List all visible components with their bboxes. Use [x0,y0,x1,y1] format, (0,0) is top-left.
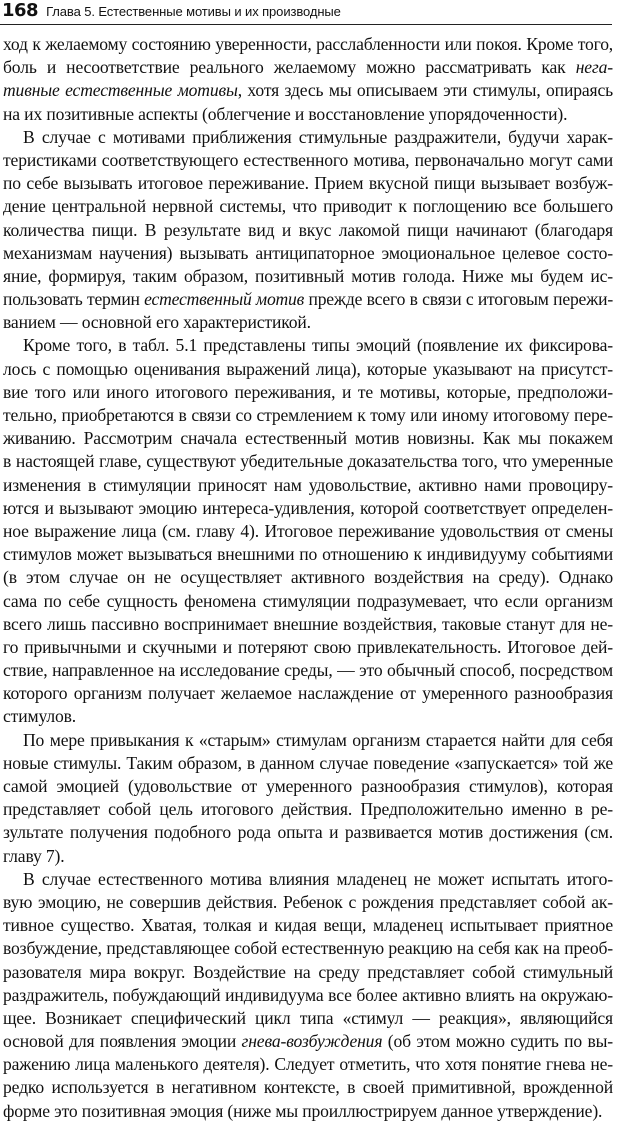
text-segment: го привычными и скучными и потеряют свою привлекательность. Итоговое дей- [3,636,613,657]
text-line [3,265,613,288]
text-line [3,566,613,589]
text-segment: механизмам научения) вызывать антиципаторное эмоциональное целевое состо- [3,242,613,263]
text-segment: вую эмоцию, не совершив действия. Ребенок с рождения представляет собой ак- [3,891,613,912]
text-segment: живанию. Рассмотрим сначала естественный мотив новизны. Как мы покажем [3,428,613,449]
text-segment: яние, формируя, таким образом, позитивный мотив голода. Ниже мы будем ис- [3,265,613,286]
text-line [3,103,613,126]
text-line [3,427,613,450]
text-segment: зультате получения подобного рода опыта и развивается мотив достижения (см. [3,822,613,843]
text-segment: лось с помощью оценивания выражений лица), которые указывают на присутст- [3,358,613,379]
text-segment: основой для появления эмоции [3,1031,242,1052]
text-segment: ное выражение лица (см. главу 4). Итоговое переживание удовольствия от смены [3,520,613,541]
text-segment: Кроме того, в табл. 5.1 представлены типы эмоций (появление их фиксирова- [23,335,613,356]
text-line [3,474,613,497]
text-line [3,821,613,844]
text-segment: ход к желаемому состоянию уверенности, расслабленности или покоя. Кроме того, [3,34,613,54]
text-line [3,497,613,520]
page-number: 168 [2,0,39,21]
text-segment: стимулов может вызываться внешними по отношению к индивидууму событиями [3,544,613,565]
text-line [3,1030,613,1053]
text-segment: стимулов. [3,706,77,727]
italic-text-segment: нега- [575,57,613,78]
text-line [3,1100,613,1123]
text-segment: сама по себе сущность феномена стимуляции подразумевает, что если организм [3,590,613,611]
text-line [3,1053,613,1076]
text-line [3,334,613,357]
text-segment: ванием — основной его характеристикой. [3,312,311,333]
text-line [3,961,613,984]
text-segment: боль и несоответствие реального желаемому можно рассматривать как [3,57,576,78]
text-line [3,543,613,566]
text-segment: В случае естественного мотива влияния младенец не может испытать итого- [23,868,613,889]
text-segment: на их позитивные аспекты (облегчение и восстановление упорядоченности). [3,103,568,124]
text-line [3,752,613,775]
text-line [3,358,613,381]
running-head: Глава 5. Естественные мотивы и их производные [46,4,341,19]
italic-text-segment: гнева-возбуждения [241,1031,383,1052]
text-line [3,242,613,265]
text-segment: пользовать термин [3,289,145,310]
text-line [3,450,613,473]
text-line [3,984,613,1007]
text-line [3,613,613,636]
text-line [3,172,613,195]
text-segment: щее. Возникает специфический цикл типа «стимул — реакция», являющийся [3,1007,613,1028]
text-line [3,56,613,79]
text-segment: ствие, направленное на исследование среды, — это обычный способ, посредством [3,660,613,681]
text-segment: в настоящей главе, существуют убедительные доказательства того, что умеренные [3,451,613,472]
text-segment: новые стимулы. Таким образом, в данном случае поведение «запускается» той же [3,752,613,773]
text-segment: дение центральной нервной системы, что приводит к поглощению все большего [3,196,613,217]
body-text [3,33,613,1123]
italic-text-segment: тивные естественные мотивы [3,80,238,101]
italic-text-segment: естественный мотив [144,289,305,310]
text-segment: всего лишь пассивно воспринимает внешние воздействия, таковые станут для не- [3,613,613,634]
text-line [3,1007,613,1030]
text-segment: (об этом можно судить по вы- [382,1031,613,1052]
text-segment: По мере привыкания к «старым» стимулам организм старается найти для себя [23,729,613,750]
text-line [3,1076,613,1099]
text-line [3,195,613,218]
text-segment: , хотя здесь мы описываем эти стимулы, опираясь [237,80,613,101]
text-line [3,126,613,149]
text-segment: возбуждение, представляющее собой естественную реакцию на себя как на преоб- [3,938,613,959]
text-line [3,937,613,960]
text-segment: главу 7). [3,845,65,866]
text-line [3,404,613,427]
text-segment: форме это позитивная эмоция (ниже мы проиллюстрируем данное утверждение). [3,1100,603,1121]
text-segment: В случае с мотивами приближения стимульные раздражители, будучи харак- [23,126,613,147]
text-line [3,79,613,102]
text-segment: самой эмоцией (удовольствие от умеренного разнообразия стимулов), которая [3,776,613,796]
text-line [3,891,613,914]
text-segment: (в этом случае он не осуществляет активного воздействия на среду). Однако [3,567,613,588]
text-line [3,311,613,334]
text-line [3,729,613,752]
text-line [3,520,613,543]
text-line [3,219,613,242]
text-line [3,914,613,937]
text-segment: прежде всего в связи с итоговым пережи- [304,289,613,310]
text-segment: тельно, приобретаются в связи со стремлением к тому или иному итоговому пере- [3,405,613,425]
text-line [3,659,613,682]
text-segment: разователя мира вокруг. Воздействие на среду представляет собой стимульный [3,961,613,982]
text-line [3,149,613,172]
text-segment: вие того или иного итогового переживания, и те мотивы, которые, предположи- [3,381,613,402]
text-segment: изменения в стимуляции приносят нам удовольствие, активно нами провоциру- [3,474,613,495]
text-segment: раздражитель, побуждающий индивидуума все более активно влиять на окружаю- [3,984,613,1005]
text-line [3,775,613,798]
text-segment: представляет собой цель итогового действия. Предположительно именно в ре- [3,799,613,820]
text-line [3,868,613,891]
text-segment: тивное существо. Хватая, толкая и кидая вещи, младенец испытывает приятное [3,915,613,936]
text-segment: ражению лица маленького деятеля). Следует отметить, что хотя понятие гнева не- [3,1054,613,1075]
text-line [3,705,613,728]
text-segment: теристиками соответствующего естественного мотива, первоначально могут сами [3,149,613,170]
text-line [3,798,613,821]
text-segment: количества пищи. В результате вид и вкус лакомой пищи начинают (благодаря [3,219,613,240]
text-line [3,381,613,404]
text-segment: редко используется в негативном контексте, в своей примитивной, врожденной [3,1077,613,1098]
text-segment: по себе вызывать итоговое переживание. Прием вкусной пищи вызывает возбуж- [3,173,613,194]
text-line [3,590,613,613]
text-line [3,682,613,705]
text-segment: ются и вызывают эмоцию интереса-удивления, которой соответствует определен- [3,497,613,518]
page-header [0,0,612,25]
text-line [3,33,613,56]
text-line [3,845,613,868]
text-line [3,288,613,311]
text-line [3,636,613,659]
text-segment: которого организм получает желаемое наслаждение от умеренного разнообразия [3,683,613,704]
